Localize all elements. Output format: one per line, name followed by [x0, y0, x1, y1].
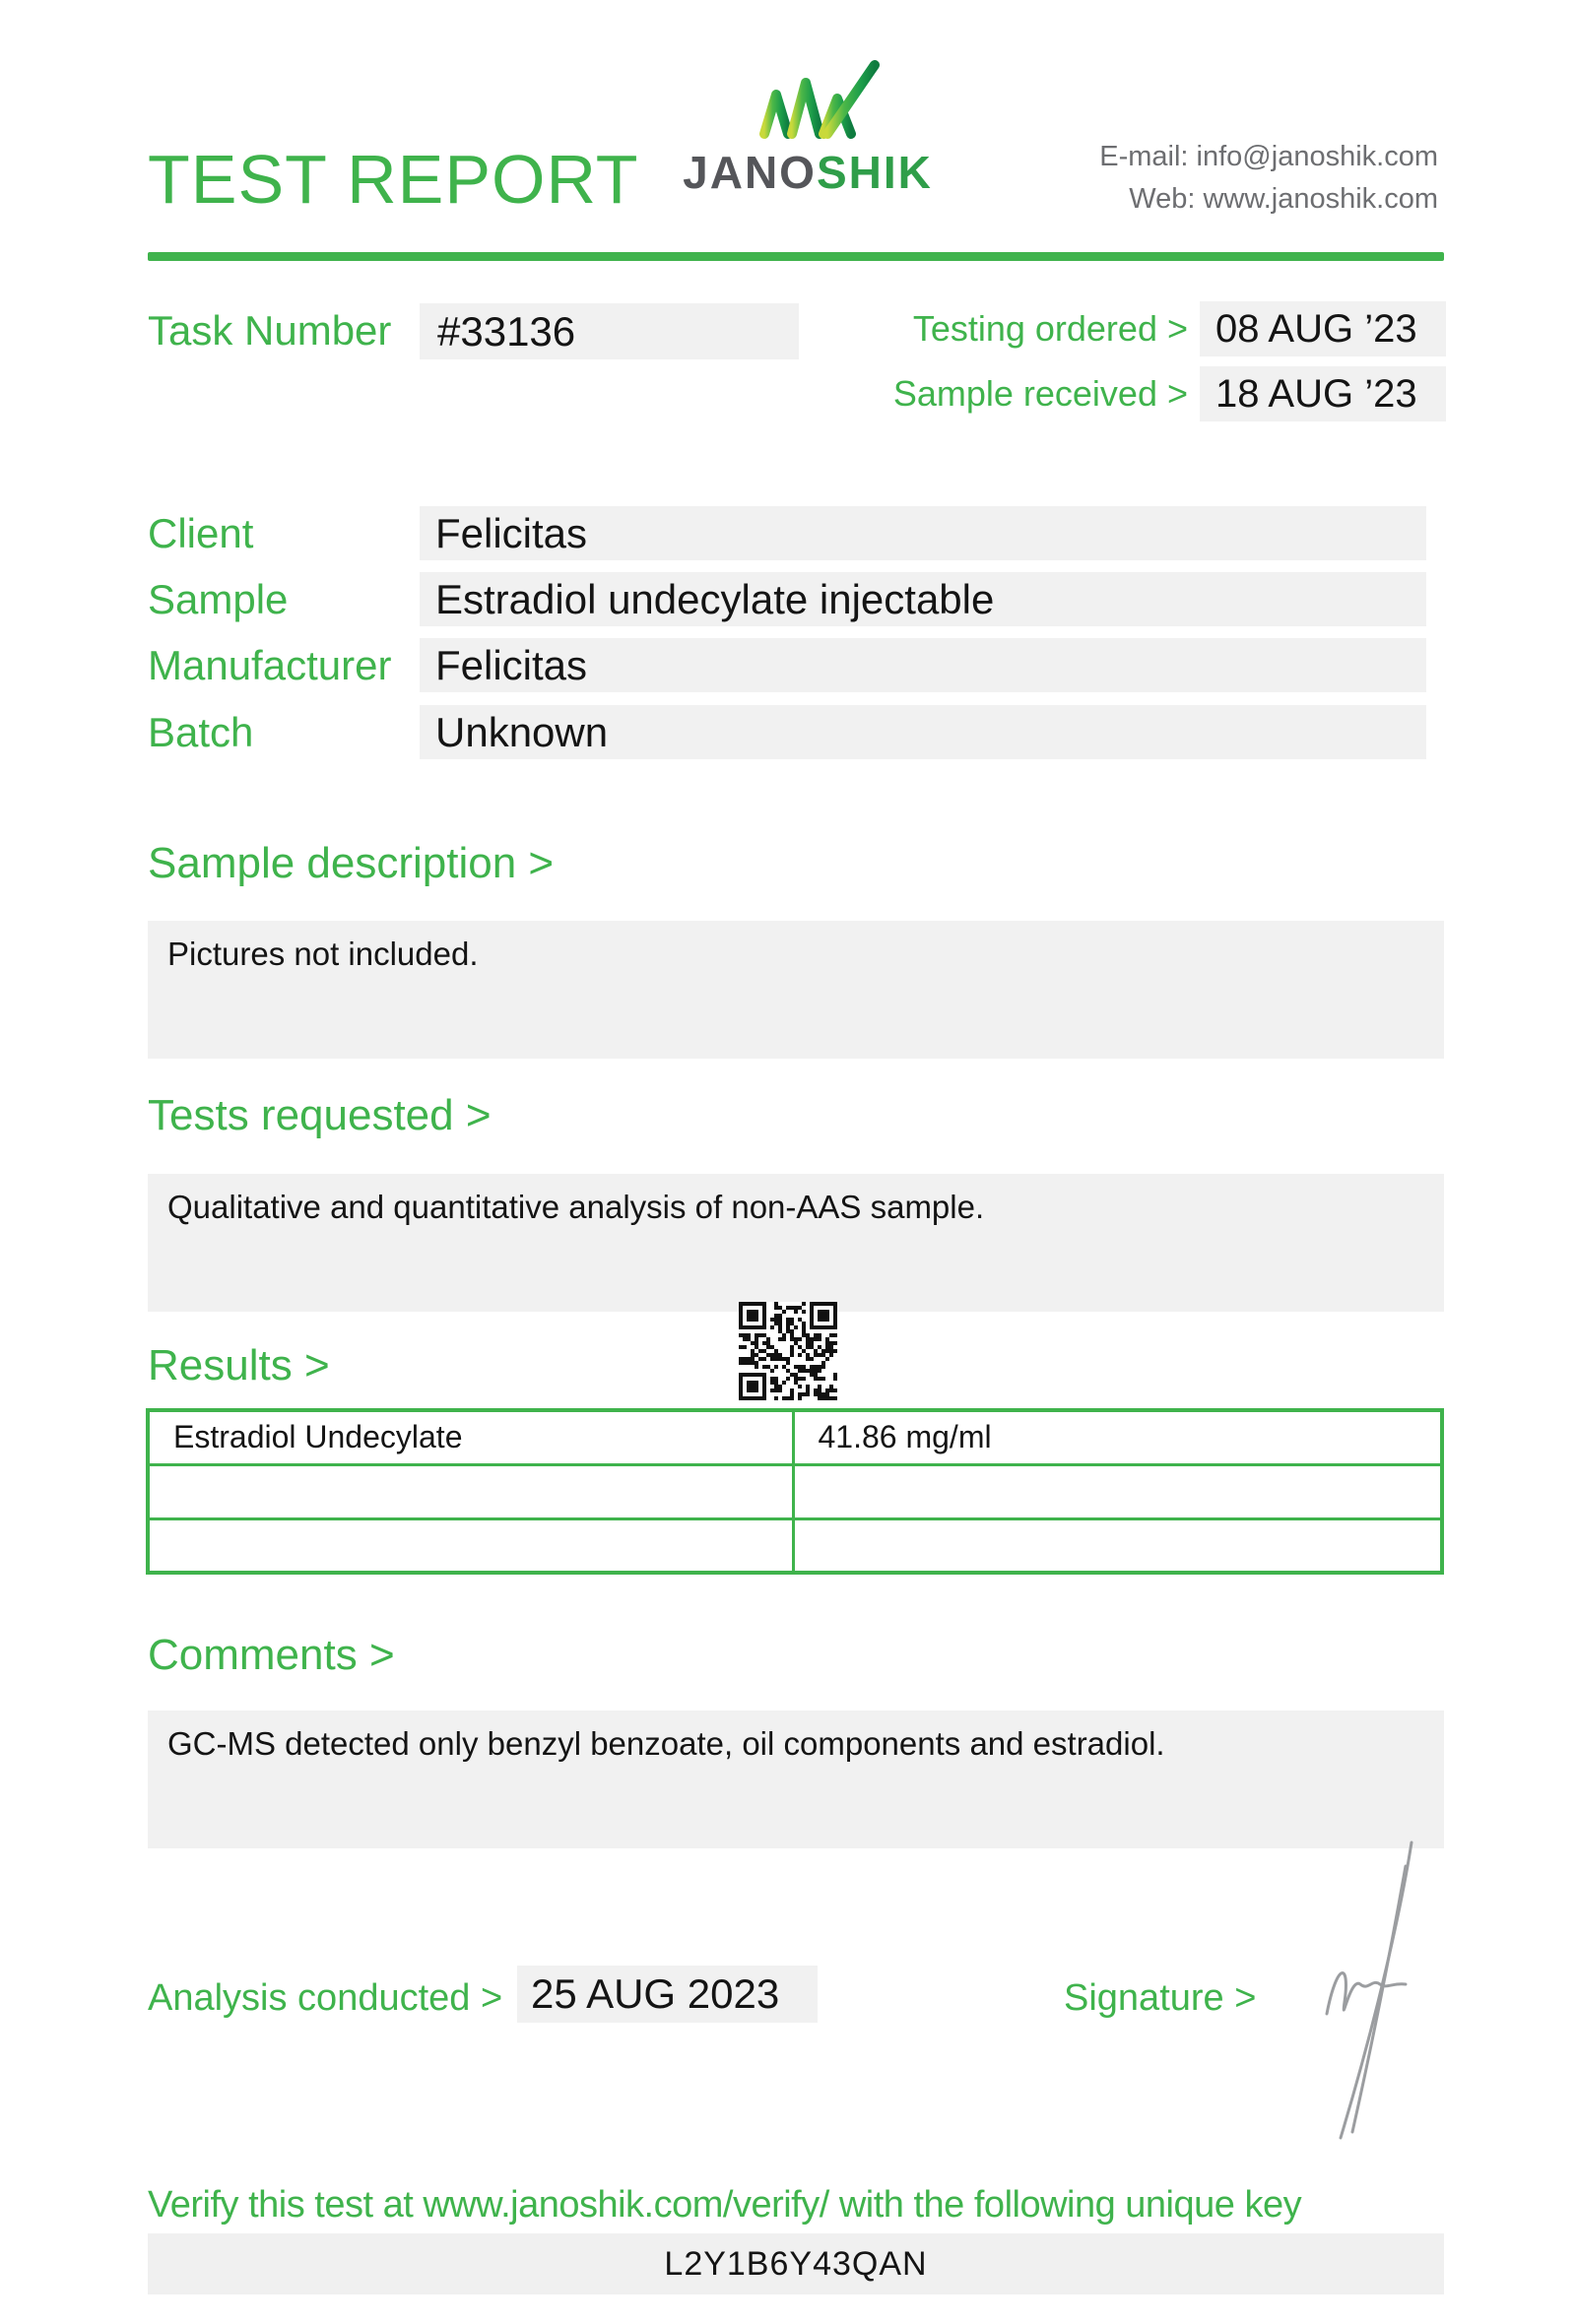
results-heading: Results > [148, 1341, 330, 1389]
batch-label: Batch [148, 709, 254, 755]
brand-name-right: SHIK [816, 147, 933, 198]
comments-box [148, 1711, 1444, 1848]
result-row [148, 1464, 1442, 1518]
signature-label: Signature > [1064, 1977, 1257, 2019]
testing-ordered-value: 08 AUG ’23 [1200, 301, 1446, 356]
testing-ordered-label: Testing ordered > [912, 308, 1188, 349]
brand-name [670, 146, 946, 199]
comments-heading: Comments > [148, 1631, 395, 1679]
growth-chart-icon [729, 57, 886, 140]
client-label: Client [148, 510, 254, 556]
sample-description-box [148, 921, 1444, 1059]
result-value-cell [793, 1518, 1442, 1573]
manufacturer-value: Felicitas [420, 638, 1426, 692]
sample-label: Sample [148, 576, 289, 622]
header-divider [148, 252, 1444, 261]
page-title: TEST REPORT [148, 141, 639, 218]
sample-received-value: 18 AUG ’23 [1200, 366, 1446, 421]
sample-value: Estradiol undecylate injectable [420, 572, 1426, 626]
result-name-cell [148, 1518, 793, 1573]
brand-name-left: JANO [683, 147, 817, 198]
result-value-cell: 41.86 mg/ml [793, 1410, 1442, 1464]
result-row [148, 1518, 1442, 1573]
tests-requested-text: Qualitative and quantitative analysis of non-AAS sample. [167, 1189, 985, 1225]
result-value-cell [793, 1464, 1442, 1518]
client-value: Felicitas [420, 506, 1426, 560]
results-table [146, 1408, 1444, 1575]
task-number-value: #33136 [420, 303, 799, 359]
batch-value: Unknown [420, 705, 1426, 759]
analysis-conducted-value: 25 AUG 2023 [517, 1966, 818, 2023]
signature-image [1276, 1837, 1453, 2152]
verify-key: L2Y1B6Y43QAN [148, 2233, 1444, 2294]
sample-received-label: Sample received > [892, 373, 1188, 414]
sample-description-heading: Sample description > [148, 839, 555, 887]
contact-email: E-mail: info@janoshik.com [1099, 141, 1438, 172]
result-name-cell: Estradiol Undecylate [148, 1410, 793, 1464]
contact-info [1099, 136, 1438, 221]
verify-heading: Verify this test at www.janoshik.com/verify/ with the following unique key [148, 2184, 1302, 2226]
tests-requested-heading: Tests requested > [148, 1091, 492, 1139]
comments-text: GC-MS detected only benzyl benzoate, oil components and estradiol. [167, 1725, 1165, 1762]
qr-code [739, 1302, 837, 1400]
tests-requested-box [148, 1174, 1444, 1312]
result-name-cell [148, 1464, 793, 1518]
contact-web: Web: www.janoshik.com [1129, 183, 1438, 215]
analysis-conducted-label: Analysis conducted > [148, 1977, 503, 2019]
result-row [148, 1410, 1442, 1464]
manufacturer-label: Manufacturer [148, 642, 392, 688]
task-number-label: Task Number [148, 307, 392, 354]
sample-description-text: Pictures not included. [167, 936, 479, 972]
brand-logo [670, 57, 946, 199]
